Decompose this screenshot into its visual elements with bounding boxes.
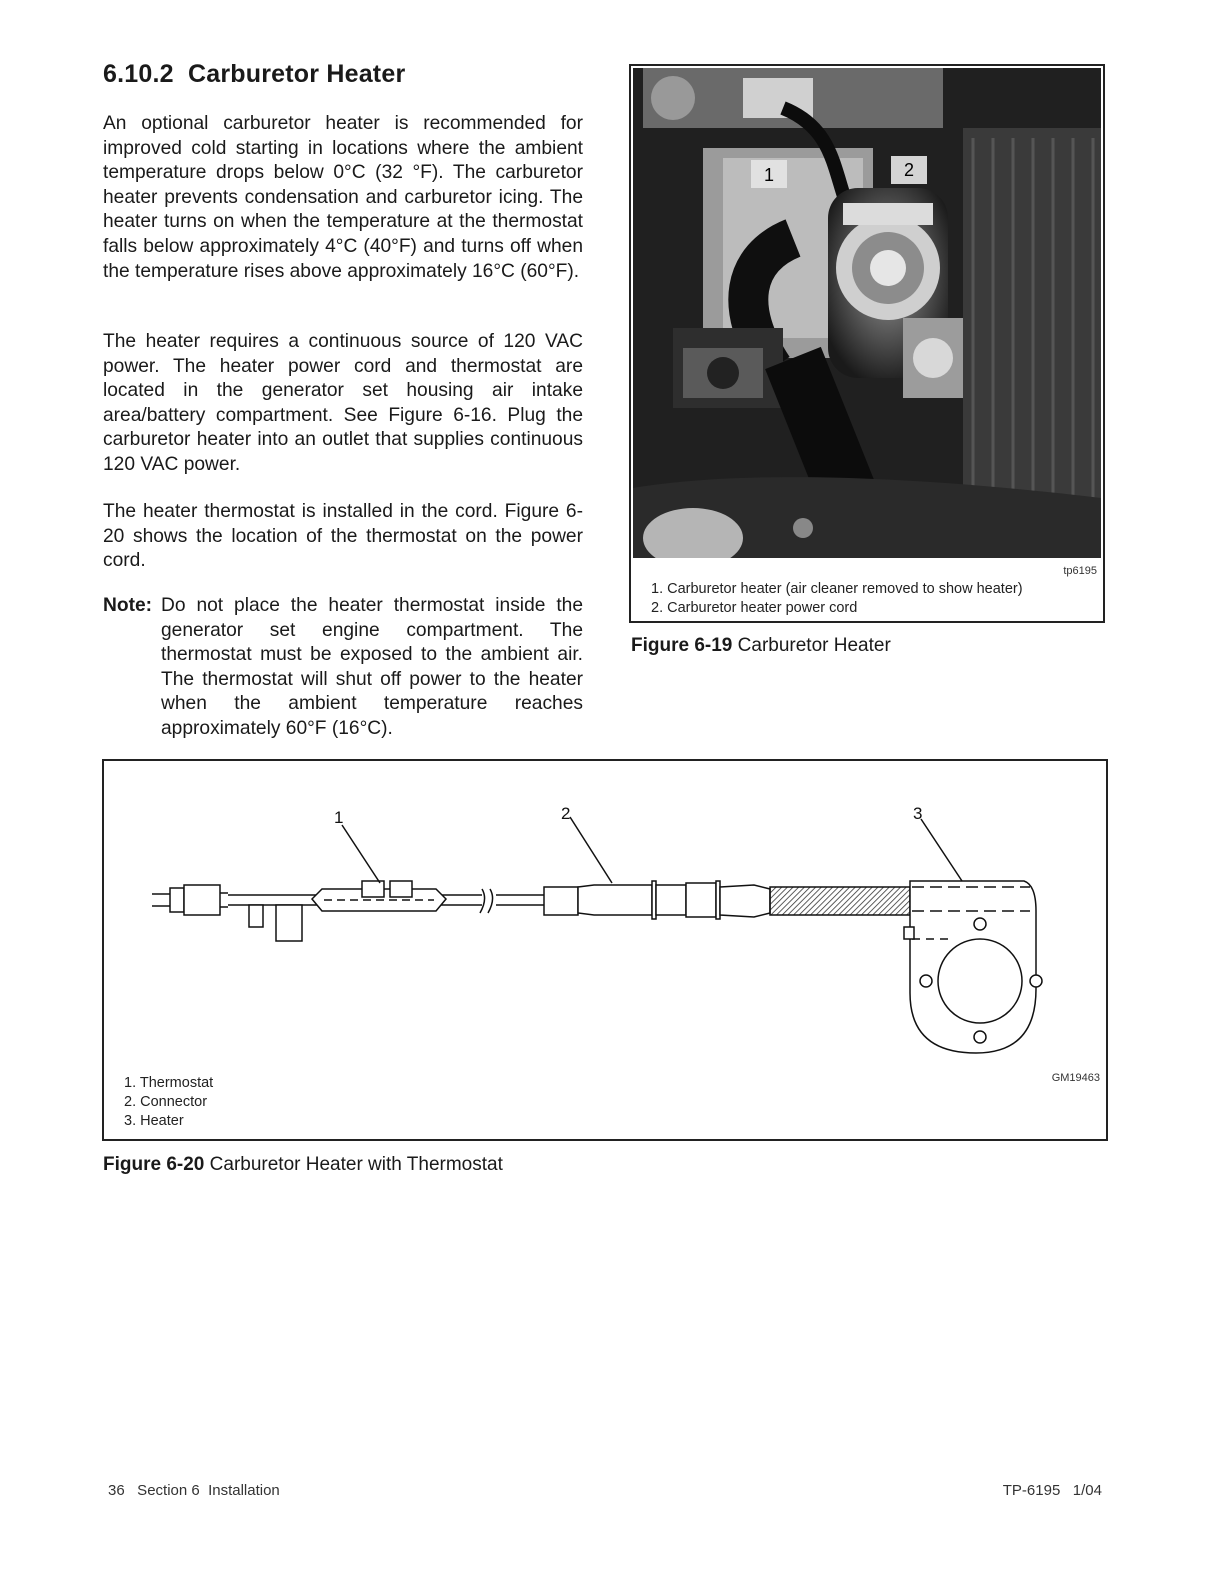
photo-illustration xyxy=(633,68,1101,558)
footer-left: 36 Section 6 Installation xyxy=(108,1482,280,1499)
section-title xyxy=(103,60,405,89)
diagram-callout-2: 2 xyxy=(561,804,571,823)
note-label: Note: xyxy=(103,595,153,616)
carburetor-heater-photo xyxy=(633,68,1101,558)
paragraph-thermostat: The heater thermostat is installed in the cord. Figure 6-20 shows the location of the thermostat on the power cord. xyxy=(103,501,583,572)
figure-6-19-caption-text: Carburetor Heater xyxy=(737,635,891,656)
figure-6-20-code: GM19463 xyxy=(1051,1072,1100,1084)
heater-thermostat-diagram xyxy=(104,761,1106,1139)
figure-6-20-legend-3: 3. Heater xyxy=(124,1113,184,1129)
figure-6-20-legend-1: 1. Thermostat xyxy=(124,1075,214,1091)
figure-6-20-caption xyxy=(103,1154,503,1176)
paragraph-intro: An optional carburetor heater is recommended for improved cold starting in locations where the ambient temperature drops below 0°C (32 °F). The carburetor heater prevents condensation and carburetor icing. The heater turns on when the temperature at the thermostat falls below approximately 4°C (40°F) and turns off when the temperature rises above approximately 16°C (60°F). xyxy=(103,113,583,282)
heater-icon xyxy=(904,881,1042,1053)
figure-6-19-frame xyxy=(629,64,1105,623)
section-title-text: Carburetor Heater xyxy=(188,60,406,88)
diagram-callout-3: 3 xyxy=(913,804,923,823)
figure-6-19-caption xyxy=(631,635,891,657)
heater-hose xyxy=(770,887,910,915)
photo-callout-2: 2 xyxy=(903,160,915,180)
note-text: Do not place the heater thermostat inside the generator set engine compartment. The thermostat must be exposed to the ambient air. The thermostat will shut off power to the heater when the ambient temperature reaches approximately 60°F (16°C). xyxy=(161,595,583,739)
photo-callout-1: 1 xyxy=(763,165,775,185)
figure-6-19-code: tp6195 xyxy=(1063,565,1097,577)
connector-icon xyxy=(544,881,770,919)
footer-right: TP-6195 1/04 xyxy=(1002,1482,1102,1499)
figure-6-19-legend-2: 2. Carburetor heater power cord xyxy=(651,600,858,616)
figure-6-20-frame xyxy=(102,759,1108,1141)
paragraph-power: The heater requires a continuous source of 120 VAC power. The heater power cord and thermostat are located in the generator set housing air intake area/battery compartment. See Figure 6-16. Plug the carburetor heater into an outlet that supplies continuous 120 VAC power. xyxy=(103,331,583,475)
section-number: 6.10.2 xyxy=(103,60,174,88)
figure-6-20-legend-2: 2. Connector xyxy=(124,1094,208,1110)
figure-6-19-caption-label: Figure 6-19 xyxy=(631,635,733,656)
figure-6-20-caption-label: Figure 6-20 xyxy=(103,1154,205,1175)
figure-6-19-legend-1: 1. Carburetor heater (air cleaner removed to show heater) xyxy=(651,581,1023,597)
thermostat-icon xyxy=(312,881,446,911)
figure-6-20-caption-text: Carburetor Heater with Thermostat xyxy=(209,1154,503,1175)
diagram-callout-1: 1 xyxy=(334,808,344,827)
plug-icon xyxy=(152,885,228,915)
